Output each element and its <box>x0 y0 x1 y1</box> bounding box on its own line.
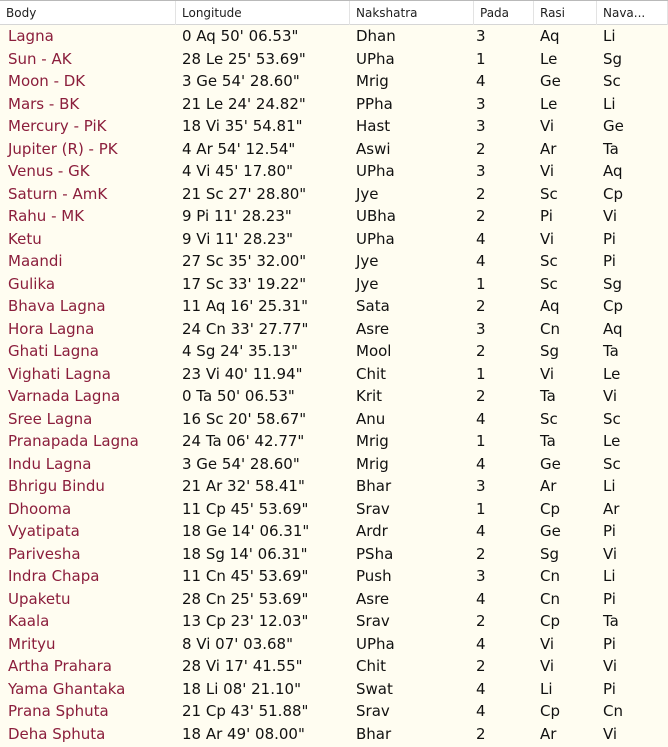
cell-longitude: 21 Ar 32' 58.41" <box>182 477 305 495</box>
cell-body: Indu Lagna <box>8 454 92 473</box>
cell-body: Prana Sphuta <box>8 702 109 720</box>
cell-rasi: Le <box>540 49 558 68</box>
cell-nakshatra: UPha <box>356 634 395 653</box>
cell-nakshatra: UPha <box>356 49 395 68</box>
cell-navamsa: Cn <box>603 702 623 720</box>
table-row[interactable] <box>0 183 668 206</box>
cell-rasi: Ar <box>540 477 557 495</box>
cell-pada: 4 <box>476 702 486 720</box>
cell-body: Varnada Lagna <box>8 387 121 405</box>
cell-pada: 3 <box>476 27 486 45</box>
cell-rasi: Vi <box>540 117 555 135</box>
cell-rasi: Pi <box>540 207 553 225</box>
cell-navamsa: Ta <box>603 612 619 630</box>
cell-pada: 2 <box>476 139 486 158</box>
cell-rasi: Ge <box>540 454 561 473</box>
cell-pada: 4 <box>476 252 486 270</box>
cell-longitude: 24 Cn 33' 27.77" <box>182 319 309 338</box>
cell-navamsa: Le <box>603 364 621 383</box>
cell-nakshatra: Bhar <box>356 724 392 743</box>
cell-navamsa: Ta <box>603 342 619 360</box>
cell-navamsa: Li <box>603 94 616 113</box>
cell-rasi: Cp <box>540 702 560 720</box>
cell-navamsa: Pi <box>603 229 616 248</box>
table-row[interactable] <box>0 588 668 611</box>
cell-nakshatra: Mool <box>356 342 392 360</box>
table-row[interactable] <box>0 723 668 746</box>
cell-nakshatra: Mrig <box>356 432 389 450</box>
cell-body: Rahu - MK <box>8 207 85 225</box>
cell-body: Ghati Lagna <box>8 342 99 360</box>
cell-nakshatra: UPha <box>356 162 395 180</box>
cell-nakshatra: Asre <box>356 589 390 608</box>
cell-body: Vyatipata <box>8 522 80 540</box>
table-row[interactable] <box>0 543 668 566</box>
cell-body: Parivesha <box>8 544 81 563</box>
cell-body: Sree Lagna <box>8 409 93 428</box>
cell-longitude: 28 Vi 17' 41.55" <box>182 657 303 675</box>
cell-rasi: Cn <box>540 319 560 338</box>
cell-pada: 3 <box>476 477 486 495</box>
table-row[interactable] <box>0 363 668 386</box>
cell-nakshatra: Swat <box>356 679 393 698</box>
table-body <box>0 25 668 745</box>
cell-body: Hora Lagna <box>8 319 95 338</box>
cell-body: Jupiter (R) - PK <box>8 139 118 158</box>
cell-body: Deha Sphuta <box>8 724 106 743</box>
cell-pada: 2 <box>476 387 486 405</box>
table-row[interactable] <box>0 250 668 273</box>
cell-navamsa: Pi <box>603 252 616 270</box>
cell-longitude: 0 Aq 50' 06.53" <box>182 27 299 45</box>
column-header-body[interactable]: Body <box>0 1 176 25</box>
column-header-longitude[interactable]: Longitude <box>176 1 350 25</box>
cell-navamsa: Le <box>603 432 621 450</box>
table-row[interactable] <box>0 205 668 228</box>
cell-pada: 2 <box>476 657 486 675</box>
cell-rasi: Vi <box>540 162 555 180</box>
cell-body: Kaala <box>8 612 50 630</box>
cell-pada: 2 <box>476 724 486 743</box>
cell-rasi: Sg <box>540 544 560 563</box>
cell-pada: 1 <box>476 432 486 450</box>
cell-body: Bhava Lagna <box>8 297 106 315</box>
cell-pada: 3 <box>476 117 486 135</box>
cell-longitude: 18 Vi 35' 54.81" <box>182 117 303 135</box>
cell-nakshatra: Ardr <box>356 522 388 540</box>
cell-rasi: Li <box>540 679 553 698</box>
table-row[interactable] <box>0 453 668 476</box>
cell-nakshatra: Jye <box>356 252 379 270</box>
cell-body: Indra Chapa <box>8 567 100 585</box>
column-header-nakshatra[interactable]: Nakshatra <box>350 1 474 25</box>
cell-rasi: Vi <box>540 657 555 675</box>
cell-navamsa: Vi <box>603 207 618 225</box>
table-row[interactable] <box>0 273 668 296</box>
cell-rasi: Ta <box>540 432 556 450</box>
column-header-pada[interactable]: Pada <box>474 1 534 25</box>
cell-body: Vighati Lagna <box>8 364 111 383</box>
cell-body: Mars - BK <box>8 94 80 113</box>
cell-nakshatra: UBha <box>356 207 396 225</box>
table-row[interactable] <box>0 700 668 723</box>
column-header-navamsa[interactable]: Nava... <box>597 1 668 25</box>
cell-rasi: Vi <box>540 364 555 383</box>
cell-rasi: Le <box>540 94 558 113</box>
cell-body: Artha Prahara <box>8 657 112 675</box>
table-row[interactable] <box>0 408 668 431</box>
cell-navamsa: Sg <box>603 49 623 68</box>
table-row[interactable] <box>0 228 668 251</box>
cell-pada: 4 <box>476 409 486 428</box>
cell-longitude: 24 Ta 06' 42.77" <box>182 432 305 450</box>
cell-longitude: 9 Vi 11' 28.23" <box>182 229 293 248</box>
cell-pada: 2 <box>476 297 486 315</box>
cell-pada: 4 <box>476 634 486 653</box>
table-row[interactable] <box>0 655 668 678</box>
table-row[interactable] <box>0 498 668 521</box>
cell-pada: 2 <box>476 544 486 563</box>
cell-longitude: 18 Li 08' 21.10" <box>182 679 301 698</box>
table-row[interactable] <box>0 678 668 701</box>
cell-longitude: 28 Le 25' 53.69" <box>182 49 306 68</box>
cell-nakshatra: Chit <box>356 657 387 675</box>
cell-navamsa: Sg <box>603 274 623 293</box>
cell-nakshatra: Anu <box>356 409 386 428</box>
cell-pada: 2 <box>476 207 486 225</box>
cell-rasi: Sc <box>540 252 558 270</box>
cell-navamsa: Vi <box>603 387 618 405</box>
table-row[interactable] <box>0 318 668 341</box>
table-row[interactable] <box>0 633 668 656</box>
cell-pada: 1 <box>476 499 486 518</box>
cell-body: Sun - AK <box>8 49 72 68</box>
cell-body: Dhooma <box>8 499 72 518</box>
cell-body: Mrityu <box>8 634 56 653</box>
cell-body: Venus - GK <box>8 162 90 180</box>
cell-longitude: 21 Sc 27' 28.80" <box>182 184 307 203</box>
cell-navamsa: Pi <box>603 589 616 608</box>
cell-nakshatra: Srav <box>356 499 390 518</box>
cell-body: Bhrigu Bindu <box>8 477 105 495</box>
cell-longitude: 0 Ta 50' 06.53" <box>182 387 295 405</box>
cell-longitude: 4 Vi 45' 17.80" <box>182 162 293 180</box>
table-row[interactable] <box>0 385 668 408</box>
cell-longitude: 4 Sg 24' 35.13" <box>182 342 298 360</box>
cell-pada: 1 <box>476 49 486 68</box>
cell-nakshatra: Jye <box>356 274 379 293</box>
cell-navamsa: Pi <box>603 634 616 653</box>
cell-longitude: 28 Cn 25' 53.69" <box>182 589 309 608</box>
cell-rasi: Sc <box>540 274 558 293</box>
cell-nakshatra: PPha <box>356 94 393 113</box>
cell-body: Ketu <box>8 229 42 248</box>
table-row[interactable] <box>0 70 668 93</box>
cell-longitude: 16 Sc 20' 58.67" <box>182 409 307 428</box>
cell-nakshatra: Hast <box>356 117 391 135</box>
cell-nakshatra: Sata <box>356 297 390 315</box>
cell-rasi: Ge <box>540 522 561 540</box>
cell-rasi: Vi <box>540 229 555 248</box>
cell-nakshatra: Bhar <box>356 477 392 495</box>
cell-nakshatra: Asre <box>356 319 390 338</box>
cell-longitude: 23 Vi 40' 11.94" <box>182 364 303 383</box>
cell-pada: 2 <box>476 612 486 630</box>
cell-longitude: 27 Sc 35' 32.00" <box>182 252 307 270</box>
table-row[interactable] <box>0 115 668 138</box>
cell-nakshatra: Srav <box>356 612 390 630</box>
cell-nakshatra: Srav <box>356 702 390 720</box>
cell-navamsa: Sc <box>603 454 621 473</box>
cell-longitude: 11 Cn 45' 53.69" <box>182 567 309 585</box>
cell-pada: 4 <box>476 72 486 90</box>
cell-rasi: Aq <box>540 297 560 315</box>
cell-rasi: Ar <box>540 724 557 743</box>
cell-nakshatra: Krit <box>356 387 383 405</box>
cell-pada: 4 <box>476 229 486 248</box>
cell-rasi: Cp <box>540 499 560 518</box>
cell-navamsa: Vi <box>603 657 618 675</box>
cell-navamsa: Vi <box>603 544 618 563</box>
cell-body: Moon - DK <box>8 72 86 90</box>
cell-body: Saturn - AmK <box>8 184 108 203</box>
table-row[interactable] <box>0 93 668 116</box>
cell-rasi: Sg <box>540 342 560 360</box>
cell-longitude: 4 Ar 54' 12.54" <box>182 139 296 158</box>
cell-nakshatra: Push <box>356 567 392 585</box>
cell-longitude: 11 Cp 45' 53.69" <box>182 499 309 518</box>
cell-nakshatra: Dhan <box>356 27 396 45</box>
cell-body: Upaketu <box>8 589 71 608</box>
cell-pada: 2 <box>476 342 486 360</box>
column-header-rasi[interactable]: Rasi <box>534 1 597 25</box>
cell-pada: 4 <box>476 522 486 540</box>
cell-navamsa: Pi <box>603 679 616 698</box>
cell-pada: 1 <box>476 364 486 383</box>
cell-pada: 2 <box>476 184 486 203</box>
cell-nakshatra: Chit <box>356 364 387 383</box>
cell-navamsa: Sc <box>603 409 621 428</box>
cell-navamsa: Cp <box>603 297 623 315</box>
cell-longitude: 3 Ge 54' 28.60" <box>182 454 300 473</box>
cell-longitude: 17 Sc 33' 19.22" <box>182 274 307 293</box>
cell-nakshatra: Mrig <box>356 454 389 473</box>
table-row[interactable] <box>0 48 668 71</box>
table-row[interactable] <box>0 295 668 318</box>
table-row[interactable] <box>0 520 668 543</box>
cell-nakshatra: PSha <box>356 544 394 563</box>
cell-navamsa: Li <box>603 567 616 585</box>
cell-pada: 4 <box>476 589 486 608</box>
cell-body: Maandi <box>8 252 63 270</box>
cell-pada: 3 <box>476 94 486 113</box>
cell-rasi: Aq <box>540 27 560 45</box>
table-row[interactable] <box>0 25 668 48</box>
cell-navamsa: Aq <box>603 319 623 338</box>
table-row[interactable] <box>0 340 668 363</box>
cell-rasi: Vi <box>540 634 555 653</box>
table-row[interactable] <box>0 565 668 588</box>
cell-longitude: 11 Aq 16' 25.31" <box>182 297 308 315</box>
table-row[interactable] <box>0 160 668 183</box>
cell-navamsa: Sc <box>603 72 621 90</box>
cell-pada: 3 <box>476 319 486 338</box>
cell-longitude: 13 Cp 23' 12.03" <box>182 612 309 630</box>
cell-longitude: 9 Pi 11' 28.23" <box>182 207 292 225</box>
cell-nakshatra: UPha <box>356 229 395 248</box>
cell-pada: 3 <box>476 567 486 585</box>
cell-navamsa: Li <box>603 477 616 495</box>
cell-navamsa: Pi <box>603 522 616 540</box>
cell-pada: 4 <box>476 679 486 698</box>
cell-longitude: 21 Cp 43' 51.88" <box>182 702 309 720</box>
cell-rasi: Cn <box>540 567 560 585</box>
cell-navamsa: Vi <box>603 724 618 743</box>
cell-pada: 3 <box>476 162 486 180</box>
cell-pada: 1 <box>476 274 486 293</box>
cell-body: Lagna <box>8 27 54 45</box>
table-row[interactable] <box>0 430 668 453</box>
cell-pada: 4 <box>476 454 486 473</box>
cell-rasi: Cn <box>540 589 560 608</box>
cell-longitude: 18 Ar 49' 08.00" <box>182 724 305 743</box>
cell-nakshatra: Mrig <box>356 72 389 90</box>
cell-rasi: Sc <box>540 409 558 428</box>
cell-rasi: Ar <box>540 139 557 158</box>
cell-rasi: Ta <box>540 387 556 405</box>
cell-rasi: Cp <box>540 612 560 630</box>
cell-navamsa: Ta <box>603 139 619 158</box>
cell-longitude: 18 Sg 14' 06.31" <box>182 544 308 563</box>
table-header <box>0 1 668 25</box>
cell-body: Gulika <box>8 274 56 293</box>
table-row[interactable] <box>0 475 668 498</box>
cell-rasi: Ge <box>540 72 561 90</box>
cell-longitude: 21 Le 24' 24.82" <box>182 94 306 113</box>
cell-longitude: 18 Ge 14' 06.31" <box>182 522 310 540</box>
cell-navamsa: Aq <box>603 162 623 180</box>
cell-body: Pranapada Lagna <box>8 432 139 450</box>
cell-navamsa: Cp <box>603 184 623 203</box>
cell-nakshatra: Jye <box>356 184 379 203</box>
cell-navamsa: Ge <box>603 117 624 135</box>
cell-navamsa: Li <box>603 27 616 45</box>
cell-body: Yama Ghantaka <box>8 679 126 698</box>
table-row[interactable] <box>0 138 668 161</box>
cell-longitude: 8 Vi 07' 03.68" <box>182 634 293 653</box>
cell-body: Mercury - PiK <box>8 117 107 135</box>
cell-rasi: Sc <box>540 184 558 203</box>
table-row[interactable] <box>0 610 668 633</box>
cell-longitude: 3 Ge 54' 28.60" <box>182 72 300 90</box>
cell-navamsa: Ar <box>603 499 620 518</box>
cell-nakshatra: Aswi <box>356 139 391 158</box>
